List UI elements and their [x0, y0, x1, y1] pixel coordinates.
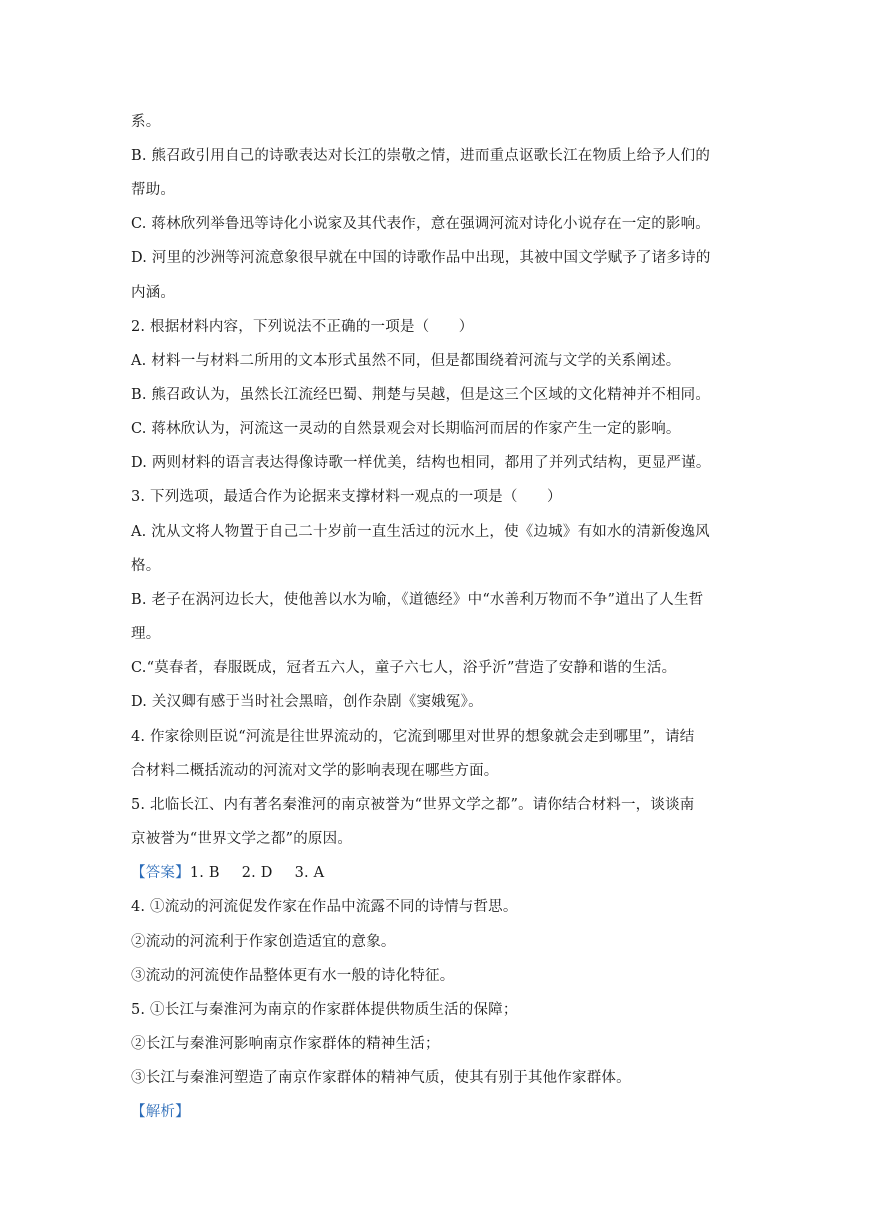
q4-line2: 合材料二概括流动的河流对文学的影响表现在哪些方面。 [131, 763, 499, 779]
q1-option-d-line1: D. 河里的沙洲等河流意象很早就在中国的诗歌作品中出现，其被中国文学赋予了诸多诗的 [131, 250, 711, 266]
q2-option-c: C. 蒋林欣认为，河流这一灵动的自然景观会对长期临河而居的作家产生一定的影响。 [131, 421, 681, 437]
q2-option-b: B. 熊召政认为，虽然长江流经巴蜀、荆楚与吴越，但是这三个区域的文化精神并不相同。 [131, 387, 711, 403]
answer-label: 【答案】 [131, 865, 190, 881]
analysis-label: 【解析】 [131, 1104, 190, 1120]
q3-stem: 3. 下列选项，最适合作为论据来支撑材料一观点的一项是（ ） [131, 489, 562, 505]
q1-option-d-line2: 内涵。 [131, 285, 176, 301]
q4-line1: 4. 作家徐则臣说“河流是往世界流动的，它流到哪里对世界的想象就会走到哪里”，请结 [131, 729, 695, 745]
answer4-point1: 4. ①流动的河流促发作家在作品中流露不同的诗情与哲思。 [131, 899, 518, 915]
q5-line1: 5. 北临长江、内有著名秦淮河的南京被誉为“世界文学之都”。请你结合材料一，谈谈南 [131, 797, 695, 813]
answer5-point2: ②长江与秦淮河影响南京作家群体的精神生活； [131, 1036, 440, 1052]
answer-line [131, 863, 741, 883]
answer5-point1: 5. ①长江与秦淮河为南京的作家群体提供物质生活的保障； [131, 1002, 518, 1018]
answer4-point2: ②流动的河流利于作家创造适宜的意象。 [131, 934, 396, 950]
answer-3: 3. A [294, 865, 325, 881]
q3-option-a-line2: 格。 [131, 558, 161, 574]
q1-option-b-line1: B. 熊召政引用自己的诗歌表达对长江的崇敬之情，进而重点讴歌长江在物质上给予人们的 [131, 148, 711, 164]
q1-option-c: C. 蒋林欣列举鲁迅等诗化小说家及其代表作，意在强调河流对诗化小说存在一定的影响。 [131, 216, 710, 232]
q3-option-d: D. 关汉卿有感于当时社会黑暗，创作杂剧《窦娥冤》。 [131, 694, 483, 710]
q5-line2: 京被誉为“世界文学之都”的原因。 [131, 831, 353, 847]
q2-option-a: A. 材料一与材料二所用的文本形式虽然不同，但是都围绕着河流与文学的关系阐述。 [131, 353, 681, 369]
answer4-point3: ③流动的河流使作品整体更有水一般的诗化特征。 [131, 968, 455, 984]
continuation-text: 系。 [131, 114, 161, 130]
answer5-point3: ③长江与秦淮河塑造了南京作家群体的精神气质，使其有别于其他作家群体。 [131, 1070, 631, 1086]
answer-2: 2. D [241, 865, 273, 881]
q3-option-a-line1: A. 沈从文将人物置于自己二十岁前一直生活过的沅水上，使《边城》有如水的清新俊逸风 [131, 524, 710, 540]
q3-option-c: C.“莫春者，春服既成，冠者五六人，童子六七人，浴乎沂”营造了安静和谐的生活。 [131, 660, 677, 676]
answer-1: 1. B [189, 865, 220, 881]
q2-option-d: D. 两则材料的语言表达得像诗歌一样优美，结构也相同，都用了并列式结构，更显严谨。 [131, 455, 711, 471]
q3-option-b-line2: 理。 [131, 626, 161, 642]
q1-option-b-line2: 帮助。 [131, 182, 176, 198]
q3-option-b-line1: B. 老子在涡河边长大，使他善以水为喻，《道德经》中“水善利万物而不争”道出了人生哲 [131, 592, 704, 608]
q2-stem: 2. 根据材料内容，下列说法不正确的一项是（ ） [131, 319, 474, 335]
